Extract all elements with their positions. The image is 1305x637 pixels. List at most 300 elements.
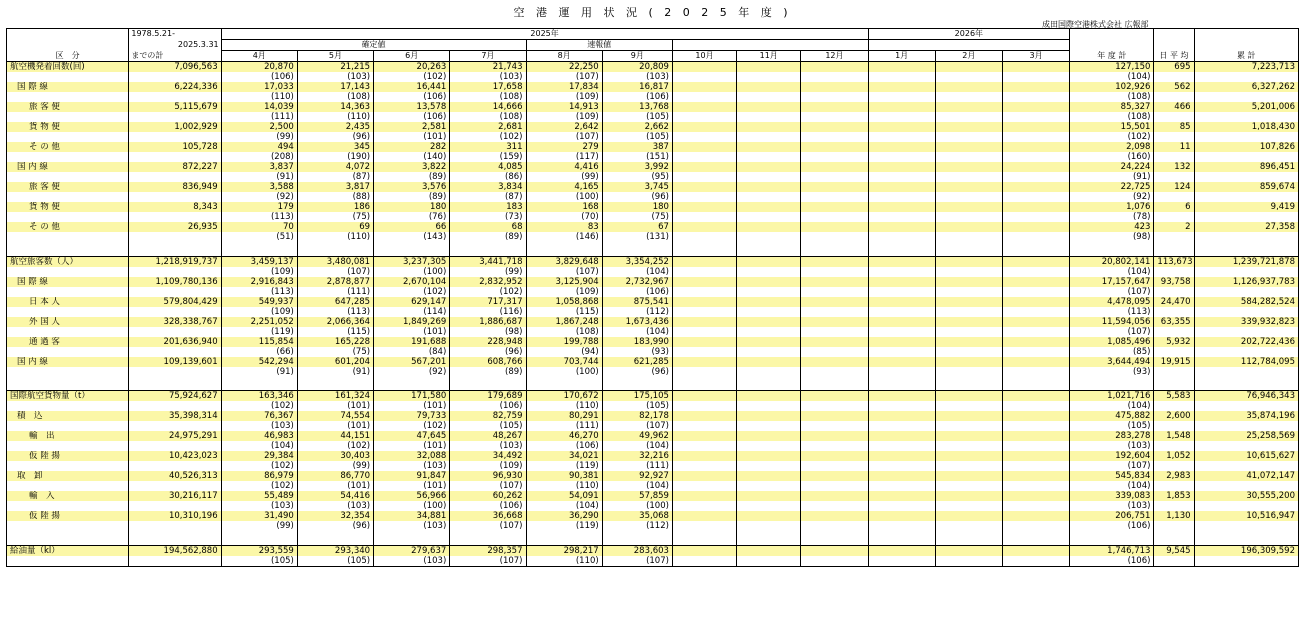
daily-value: 2 bbox=[1154, 222, 1194, 232]
total-value: 9,419 bbox=[1194, 202, 1298, 212]
row-label: 通 過 客 bbox=[7, 337, 129, 347]
cum-blank bbox=[129, 152, 221, 162]
month-value: 279,637 bbox=[374, 545, 450, 556]
month-empty bbox=[1002, 132, 1069, 142]
month-value: 70 bbox=[221, 222, 297, 232]
month-empty bbox=[672, 391, 736, 402]
page-title: 空 港 運 用 状 況 ( 2 0 2 5 年 度 ) bbox=[513, 6, 792, 19]
gap-cell bbox=[1194, 377, 1298, 391]
cum-value: 8,343 bbox=[129, 202, 221, 212]
month-percent: (102) bbox=[374, 287, 450, 297]
month-value: 20,263 bbox=[374, 62, 450, 73]
nendo-value: 423 bbox=[1070, 222, 1154, 232]
cum-value: 26,935 bbox=[129, 222, 221, 232]
month-percent: (89) bbox=[450, 232, 526, 242]
month-value: 4,165 bbox=[526, 182, 602, 192]
cum-blank bbox=[129, 401, 221, 411]
month-percent: (100) bbox=[526, 192, 602, 202]
month-percent: (100) bbox=[526, 367, 602, 377]
month-value: 32,216 bbox=[602, 451, 672, 461]
month-value: 175,105 bbox=[602, 391, 672, 402]
month-value: 2,670,104 bbox=[374, 277, 450, 287]
month-empty bbox=[1002, 556, 1069, 567]
month-empty bbox=[672, 337, 736, 347]
row-label-blank bbox=[7, 232, 129, 242]
table-row bbox=[7, 182, 1299, 192]
header-month: 6月 bbox=[374, 51, 450, 62]
month-percent: (104) bbox=[602, 267, 672, 277]
month-empty bbox=[868, 256, 935, 267]
month-empty bbox=[737, 501, 801, 511]
month-empty bbox=[672, 212, 736, 222]
daily-blank bbox=[1154, 212, 1194, 222]
month-empty bbox=[801, 471, 868, 481]
month-percent: (109) bbox=[526, 92, 602, 102]
daily-value: 466 bbox=[1154, 102, 1194, 112]
month-percent: (208) bbox=[221, 152, 297, 162]
month-empty bbox=[801, 337, 868, 347]
month-value: 293,340 bbox=[297, 545, 373, 556]
nendo-value: 22,725 bbox=[1070, 182, 1154, 192]
month-empty bbox=[1002, 327, 1069, 337]
month-value: 48,267 bbox=[450, 431, 526, 441]
month-empty bbox=[801, 461, 868, 471]
month-percent: (96) bbox=[602, 367, 672, 377]
month-percent: (104) bbox=[602, 441, 672, 451]
month-empty bbox=[737, 556, 801, 567]
month-value: 2,581 bbox=[374, 122, 450, 132]
table-row bbox=[7, 256, 1299, 267]
total-blank bbox=[1194, 367, 1298, 377]
nendo-percent: (92) bbox=[1070, 192, 1154, 202]
month-percent: (111) bbox=[526, 421, 602, 431]
operations-table bbox=[6, 28, 1299, 567]
gap-cell bbox=[526, 531, 602, 545]
month-empty bbox=[672, 182, 736, 192]
row-label: そ の 他 bbox=[7, 222, 129, 232]
month-empty bbox=[672, 82, 736, 92]
month-empty bbox=[1002, 192, 1069, 202]
month-percent: (51) bbox=[221, 232, 297, 242]
month-value: 17,834 bbox=[526, 82, 602, 92]
month-empty bbox=[672, 152, 736, 162]
cum-blank bbox=[129, 287, 221, 297]
total-blank bbox=[1194, 556, 1298, 567]
month-empty bbox=[935, 102, 1002, 112]
row-label: 航空旅客数（人） bbox=[7, 256, 129, 267]
month-empty bbox=[737, 357, 801, 367]
table-header bbox=[7, 29, 1299, 62]
month-empty bbox=[672, 317, 736, 327]
month-empty bbox=[672, 172, 736, 182]
month-empty bbox=[868, 441, 935, 451]
row-label: 輸 出 bbox=[7, 431, 129, 441]
month-value: 3,834 bbox=[450, 182, 526, 192]
daily-blank bbox=[1154, 401, 1194, 411]
header-month: 3月 bbox=[1002, 51, 1069, 62]
month-percent: (102) bbox=[297, 441, 373, 451]
row-label-blank bbox=[7, 501, 129, 511]
month-empty bbox=[801, 277, 868, 287]
month-empty bbox=[672, 287, 736, 297]
month-empty bbox=[868, 471, 935, 481]
daily-blank bbox=[1154, 481, 1194, 491]
table-row-percent bbox=[7, 232, 1299, 242]
month-value: 69 bbox=[297, 222, 373, 232]
row-label-blank bbox=[7, 92, 129, 102]
nendo-value: 17,157,647 bbox=[1070, 277, 1154, 287]
month-percent: (105) bbox=[602, 401, 672, 411]
month-empty bbox=[672, 232, 736, 242]
month-empty bbox=[1002, 142, 1069, 152]
month-empty bbox=[737, 511, 801, 521]
month-empty bbox=[801, 297, 868, 307]
month-value: 17,143 bbox=[297, 82, 373, 92]
table-row bbox=[7, 431, 1299, 441]
table-row bbox=[7, 222, 1299, 232]
nendo-value: 283,278 bbox=[1070, 431, 1154, 441]
month-percent: (107) bbox=[450, 556, 526, 567]
month-value: 31,490 bbox=[221, 511, 297, 521]
month-empty bbox=[868, 545, 935, 556]
month-value: 32,088 bbox=[374, 451, 450, 461]
row-label: 日 本 人 bbox=[7, 297, 129, 307]
month-percent: (112) bbox=[602, 307, 672, 317]
month-percent: (70) bbox=[526, 212, 602, 222]
header-month: 7月 bbox=[450, 51, 526, 62]
month-empty bbox=[935, 72, 1002, 82]
month-empty bbox=[737, 307, 801, 317]
total-value: 6,327,262 bbox=[1194, 82, 1298, 92]
nendo-percent: (106) bbox=[1070, 521, 1154, 531]
total-blank bbox=[1194, 132, 1298, 142]
month-empty bbox=[935, 152, 1002, 162]
nendo-value: 1,746,713 bbox=[1070, 545, 1154, 556]
month-value: 165,228 bbox=[297, 337, 373, 347]
table-row-percent bbox=[7, 192, 1299, 202]
month-value: 1,849,269 bbox=[374, 317, 450, 327]
month-percent: (99) bbox=[450, 267, 526, 277]
nendo-value: 127,150 bbox=[1070, 62, 1154, 73]
month-empty bbox=[1002, 287, 1069, 297]
cum-value: 40,526,313 bbox=[129, 471, 221, 481]
cum-value: 10,423,023 bbox=[129, 451, 221, 461]
month-value: 3,125,904 bbox=[526, 277, 602, 287]
cum-value: 872,227 bbox=[129, 162, 221, 172]
total-blank bbox=[1194, 401, 1298, 411]
month-percent: (100) bbox=[374, 501, 450, 511]
month-empty bbox=[801, 172, 868, 182]
month-empty bbox=[935, 501, 1002, 511]
month-value: 183 bbox=[450, 202, 526, 212]
total-blank bbox=[1194, 112, 1298, 122]
month-empty bbox=[935, 287, 1002, 297]
daily-value: 11 bbox=[1154, 142, 1194, 152]
table-row-percent bbox=[7, 556, 1299, 567]
month-empty bbox=[737, 102, 801, 112]
month-value: 90,381 bbox=[526, 471, 602, 481]
header-month: 11月 bbox=[737, 51, 801, 62]
month-empty bbox=[1002, 307, 1069, 317]
month-empty bbox=[1002, 421, 1069, 431]
header-year-2025: 2025年 bbox=[221, 29, 868, 40]
month-percent: (114) bbox=[374, 307, 450, 317]
table-row-percent bbox=[7, 132, 1299, 142]
month-empty bbox=[801, 357, 868, 367]
month-empty bbox=[935, 222, 1002, 232]
row-label: 国 内 線 bbox=[7, 357, 129, 367]
month-empty bbox=[801, 421, 868, 431]
month-value: 3,817 bbox=[297, 182, 373, 192]
month-percent: (103) bbox=[450, 72, 526, 82]
month-value: 3,354,252 bbox=[602, 256, 672, 267]
month-empty bbox=[801, 521, 868, 531]
total-value: 584,282,524 bbox=[1194, 297, 1298, 307]
total-blank bbox=[1194, 72, 1298, 82]
month-empty bbox=[737, 421, 801, 431]
month-value: 717,317 bbox=[450, 297, 526, 307]
month-value: 80,291 bbox=[526, 411, 602, 421]
month-percent: (101) bbox=[374, 401, 450, 411]
month-empty bbox=[672, 367, 736, 377]
month-percent: (76) bbox=[374, 212, 450, 222]
nendo-percent: (106) bbox=[1070, 556, 1154, 567]
month-percent: (75) bbox=[297, 212, 373, 222]
month-percent: (101) bbox=[374, 132, 450, 142]
daily-value: 9,545 bbox=[1154, 545, 1194, 556]
month-empty bbox=[1002, 92, 1069, 102]
header-blank-2026 bbox=[868, 40, 1070, 51]
daily-blank bbox=[1154, 92, 1194, 102]
total-value: 27,358 bbox=[1194, 222, 1298, 232]
month-empty bbox=[672, 277, 736, 287]
table-row bbox=[7, 122, 1299, 132]
month-empty bbox=[1002, 212, 1069, 222]
month-empty bbox=[868, 122, 935, 132]
month-percent: (110) bbox=[526, 401, 602, 411]
month-empty bbox=[1002, 451, 1069, 461]
month-empty bbox=[737, 202, 801, 212]
month-percent: (107) bbox=[602, 556, 672, 567]
gap-cell bbox=[221, 531, 297, 545]
month-empty bbox=[801, 545, 868, 556]
month-empty bbox=[868, 337, 935, 347]
month-value: 36,668 bbox=[450, 511, 526, 521]
row-label: 仮 陸 揚 bbox=[7, 511, 129, 521]
month-empty bbox=[935, 192, 1002, 202]
month-value: 17,033 bbox=[221, 82, 297, 92]
month-empty bbox=[672, 256, 736, 267]
row-label-blank bbox=[7, 347, 129, 357]
month-value: 2,732,967 bbox=[602, 277, 672, 287]
row-label: 取 卸 bbox=[7, 471, 129, 481]
table-row bbox=[7, 545, 1299, 556]
gap-cell bbox=[1154, 377, 1194, 391]
month-value: 1,886,687 bbox=[450, 317, 526, 327]
month-value: 179 bbox=[221, 202, 297, 212]
month-percent: (119) bbox=[526, 521, 602, 531]
daily-value: 6 bbox=[1154, 202, 1194, 212]
month-empty bbox=[935, 172, 1002, 182]
row-label-blank bbox=[7, 401, 129, 411]
month-empty bbox=[1002, 297, 1069, 307]
table-row bbox=[7, 471, 1299, 481]
cum-value: 6,224,336 bbox=[129, 82, 221, 92]
header-year-2026: 2026年 bbox=[868, 29, 1070, 40]
total-value: 202,722,436 bbox=[1194, 337, 1298, 347]
month-percent: (106) bbox=[602, 287, 672, 297]
month-percent: (102) bbox=[450, 287, 526, 297]
month-empty bbox=[737, 82, 801, 92]
month-empty bbox=[1002, 112, 1069, 122]
gap-cell bbox=[450, 377, 526, 391]
month-percent: (106) bbox=[526, 441, 602, 451]
daily-value: 5,583 bbox=[1154, 391, 1194, 402]
month-empty bbox=[672, 297, 736, 307]
total-value: 107,826 bbox=[1194, 142, 1298, 152]
month-value: 66 bbox=[374, 222, 450, 232]
month-percent: (104) bbox=[602, 327, 672, 337]
daily-blank bbox=[1154, 307, 1194, 317]
month-percent: (109) bbox=[450, 461, 526, 471]
month-percent: (106) bbox=[374, 92, 450, 102]
gap-cell bbox=[602, 377, 672, 391]
month-empty bbox=[1002, 441, 1069, 451]
month-empty bbox=[868, 347, 935, 357]
cum-blank bbox=[129, 307, 221, 317]
month-empty bbox=[672, 411, 736, 421]
month-percent: (99) bbox=[221, 132, 297, 142]
month-value: 168 bbox=[526, 202, 602, 212]
month-empty bbox=[1002, 277, 1069, 287]
month-empty bbox=[1002, 317, 1069, 327]
month-percent: (110) bbox=[297, 232, 373, 242]
month-empty bbox=[737, 481, 801, 491]
month-value: 2,832,952 bbox=[450, 277, 526, 287]
header-kakutei: 確定値 bbox=[221, 40, 526, 51]
month-percent: (140) bbox=[374, 152, 450, 162]
cum-value: 1,218,919,737 bbox=[129, 256, 221, 267]
total-blank bbox=[1194, 287, 1298, 297]
month-value: 86,770 bbox=[297, 471, 373, 481]
month-percent: (102) bbox=[221, 481, 297, 491]
row-label: 国 内 線 bbox=[7, 162, 129, 172]
month-empty bbox=[1002, 222, 1069, 232]
daily-value: 562 bbox=[1154, 82, 1194, 92]
month-value: 83 bbox=[526, 222, 602, 232]
header-kubun: 区 分 bbox=[7, 29, 129, 62]
month-percent: (96) bbox=[297, 521, 373, 531]
header-cum-label: までの計 bbox=[129, 51, 221, 62]
month-empty bbox=[672, 122, 736, 132]
month-percent: (96) bbox=[297, 132, 373, 142]
cum-blank bbox=[129, 92, 221, 102]
row-label: 国 際 線 bbox=[7, 277, 129, 287]
table-row bbox=[7, 162, 1299, 172]
month-percent: (107) bbox=[450, 481, 526, 491]
row-label: 外 国 人 bbox=[7, 317, 129, 327]
gap-cell bbox=[297, 531, 373, 545]
nendo-value: 11,594,056 bbox=[1070, 317, 1154, 327]
total-value: 859,674 bbox=[1194, 182, 1298, 192]
month-empty bbox=[801, 391, 868, 402]
total-value: 1,239,721,878 bbox=[1194, 256, 1298, 267]
month-empty bbox=[1002, 62, 1069, 73]
month-percent: (98) bbox=[450, 327, 526, 337]
table-row bbox=[7, 202, 1299, 212]
month-empty bbox=[935, 142, 1002, 152]
row-label: 積 込 bbox=[7, 411, 129, 421]
nendo-value: 20,802,141 bbox=[1070, 256, 1154, 267]
cum-value: 30,216,117 bbox=[129, 491, 221, 501]
daily-blank bbox=[1154, 72, 1194, 82]
month-empty bbox=[935, 441, 1002, 451]
daily-blank bbox=[1154, 192, 1194, 202]
month-percent: (107) bbox=[602, 421, 672, 431]
month-value: 79,733 bbox=[374, 411, 450, 421]
month-value: 494 bbox=[221, 142, 297, 152]
month-empty bbox=[935, 347, 1002, 357]
daily-value: 63,355 bbox=[1154, 317, 1194, 327]
total-value: 196,309,592 bbox=[1194, 545, 1298, 556]
daily-blank bbox=[1154, 501, 1194, 511]
month-value: 621,285 bbox=[602, 357, 672, 367]
header-sokuho: 速報値 bbox=[526, 40, 672, 51]
month-percent: (89) bbox=[374, 192, 450, 202]
month-percent: (84) bbox=[374, 347, 450, 357]
gap-cell bbox=[1002, 531, 1069, 545]
month-empty bbox=[801, 491, 868, 501]
month-empty bbox=[801, 132, 868, 142]
month-percent: (109) bbox=[221, 267, 297, 277]
total-value: 30,555,200 bbox=[1194, 491, 1298, 501]
daily-value: 93,758 bbox=[1154, 277, 1194, 287]
month-percent: (103) bbox=[297, 72, 373, 82]
month-empty bbox=[801, 327, 868, 337]
total-value: 41,072,147 bbox=[1194, 471, 1298, 481]
cum-value: 1,109,780,136 bbox=[129, 277, 221, 287]
month-empty bbox=[868, 102, 935, 112]
month-empty bbox=[801, 122, 868, 132]
table-row bbox=[7, 82, 1299, 92]
gap-cell bbox=[1070, 242, 1154, 256]
month-percent: (105) bbox=[450, 421, 526, 431]
month-value: 54,091 bbox=[526, 491, 602, 501]
header-daily: 日 平 均 bbox=[1154, 29, 1194, 62]
month-percent: (105) bbox=[221, 556, 297, 567]
gap-cell bbox=[374, 242, 450, 256]
table-row-percent bbox=[7, 212, 1299, 222]
month-empty bbox=[801, 451, 868, 461]
month-empty bbox=[672, 222, 736, 232]
month-empty bbox=[737, 327, 801, 337]
month-empty bbox=[672, 521, 736, 531]
row-label-blank bbox=[7, 72, 129, 82]
month-percent: (107) bbox=[297, 267, 373, 277]
month-empty bbox=[935, 267, 1002, 277]
month-empty bbox=[1002, 232, 1069, 242]
table-row bbox=[7, 451, 1299, 461]
month-percent: (75) bbox=[297, 347, 373, 357]
row-label: 仮 陸 揚 bbox=[7, 451, 129, 461]
header-month: 2月 bbox=[935, 51, 1002, 62]
month-percent: (113) bbox=[221, 287, 297, 297]
cum-blank bbox=[129, 556, 221, 567]
month-empty bbox=[868, 232, 935, 242]
month-value: 20,870 bbox=[221, 62, 297, 73]
month-empty bbox=[672, 72, 736, 82]
month-empty bbox=[868, 357, 935, 367]
